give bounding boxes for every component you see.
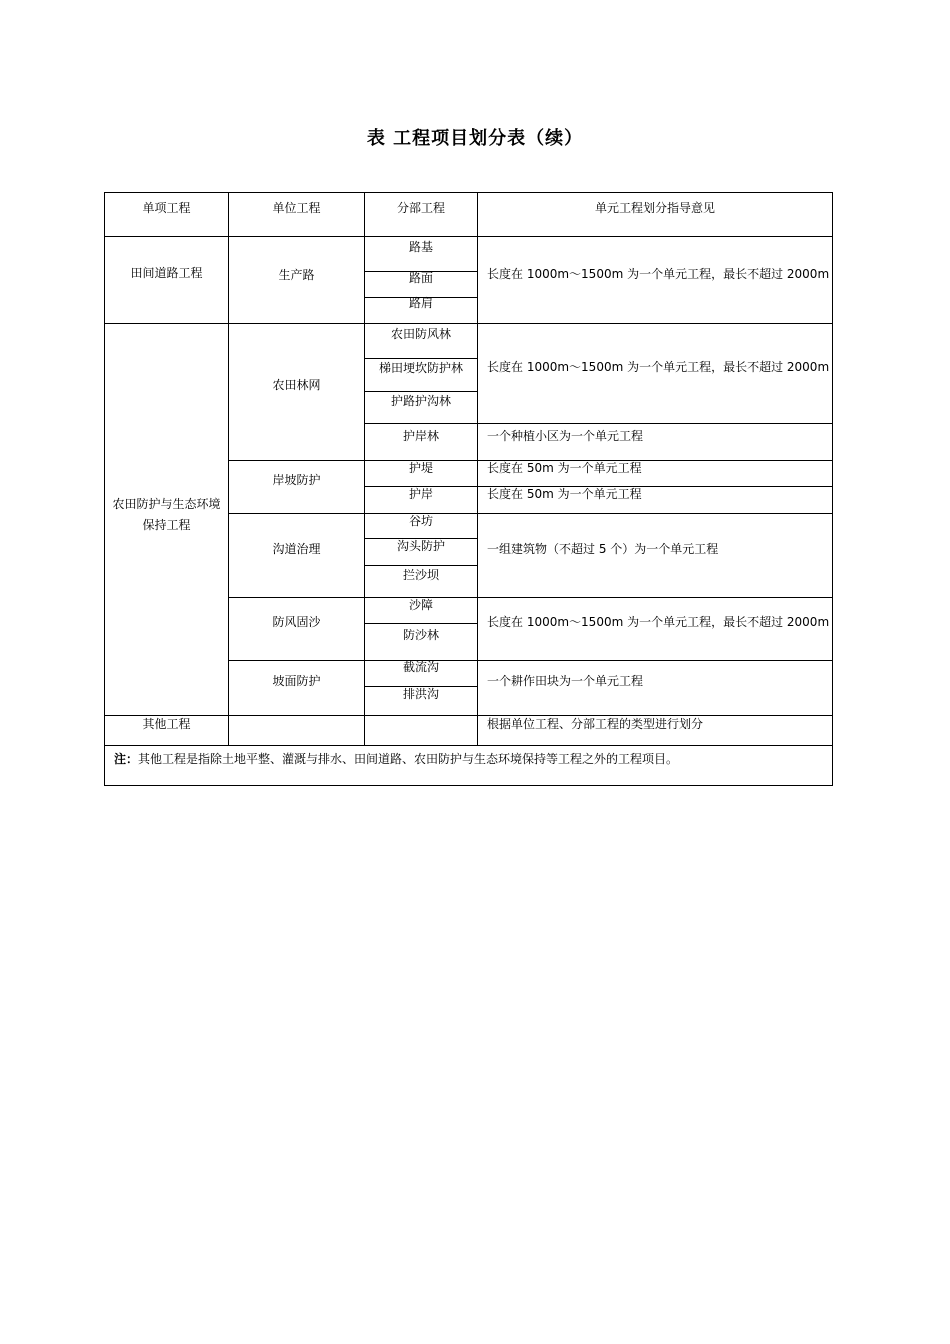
- unit-bank-protection: 岸坡防护: [272, 473, 321, 487]
- header-project: 单项工程: [142, 201, 191, 215]
- guidance-other: 根据单位工程、分部工程的类型进行划分: [487, 717, 704, 731]
- guidance-slope: 一个耕作田块为一个单元工程: [487, 674, 644, 688]
- division-pavement: 路面: [408, 271, 433, 285]
- guidance-revetment: 长度在 50m 为一个单元工程: [487, 487, 642, 501]
- unit-sand-fixation: 防风固沙: [272, 615, 321, 629]
- division-road-gully-forest: 护路护沟林: [390, 394, 451, 408]
- division-dike: 护堤: [408, 461, 433, 475]
- division-windbreak: 农田防风林: [390, 327, 451, 341]
- project-road: 田间道路工程: [130, 266, 203, 280]
- division-revetment: 护岸: [408, 487, 433, 501]
- division-shoulder: 路肩: [408, 296, 433, 310]
- guidance-bank-forest: 一个种植小区为一个单元工程: [487, 429, 644, 443]
- project-protection: 农田防护与生态环境保持工程: [112, 497, 221, 532]
- unit-production-road: 生产路: [278, 268, 315, 282]
- division-roadbed: 路基: [408, 240, 433, 254]
- division-sand-forest: 防沙林: [402, 628, 439, 642]
- division-sand-barrier: 沙障: [408, 598, 433, 612]
- division-silt-dam: 拦沙坝: [402, 568, 439, 582]
- division-flood-ditch: 排洪沟: [402, 687, 439, 701]
- unit-slope-protection: 坡面防护: [272, 674, 321, 688]
- header-guidance: 单元工程划分指导意见: [594, 201, 715, 215]
- guidance-sand: 长度在 1000m～1500m 为一个单元工程，最长不超过 2000m: [487, 615, 830, 629]
- header-division: 分部工程: [396, 201, 445, 215]
- header-unit: 单位工程: [272, 201, 321, 215]
- division-gully-head: 沟头防护: [396, 539, 445, 553]
- guidance-road: 长度在 1000m～1500m 为一个单元工程，最长不超过 2000m: [487, 267, 830, 281]
- guidance-dike: 长度在 50m 为一个单元工程: [487, 461, 642, 475]
- unit-gully-control: 沟道治理: [272, 542, 321, 556]
- division-intercept-ditch: 截流沟: [402, 660, 439, 674]
- page-title: 表 工程项目划分表（续）: [366, 128, 584, 149]
- division-bank-forest: 护岸林: [402, 429, 439, 443]
- division-check-dam: 谷坊: [408, 514, 433, 528]
- division-terrace-forest: 梯田埂坎防护林: [378, 361, 463, 375]
- project-other: 其他工程: [142, 717, 191, 731]
- guidance-gully: 一组建筑物（不超过 5 个）为一个单元工程: [487, 542, 719, 556]
- note-text: 其他工程是指除土地平整、灌溉与排水、田间道路、农田防护与生态环境保持等工程之外的工程项目。: [138, 752, 679, 766]
- note-label: 注：: [114, 752, 139, 766]
- unit-forest-network: 农田林网: [272, 378, 321, 392]
- guidance-forest: 长度在 1000m～1500m 为一个单元工程，最长不超过 2000m: [487, 360, 830, 374]
- table-note: [114, 749, 826, 769]
